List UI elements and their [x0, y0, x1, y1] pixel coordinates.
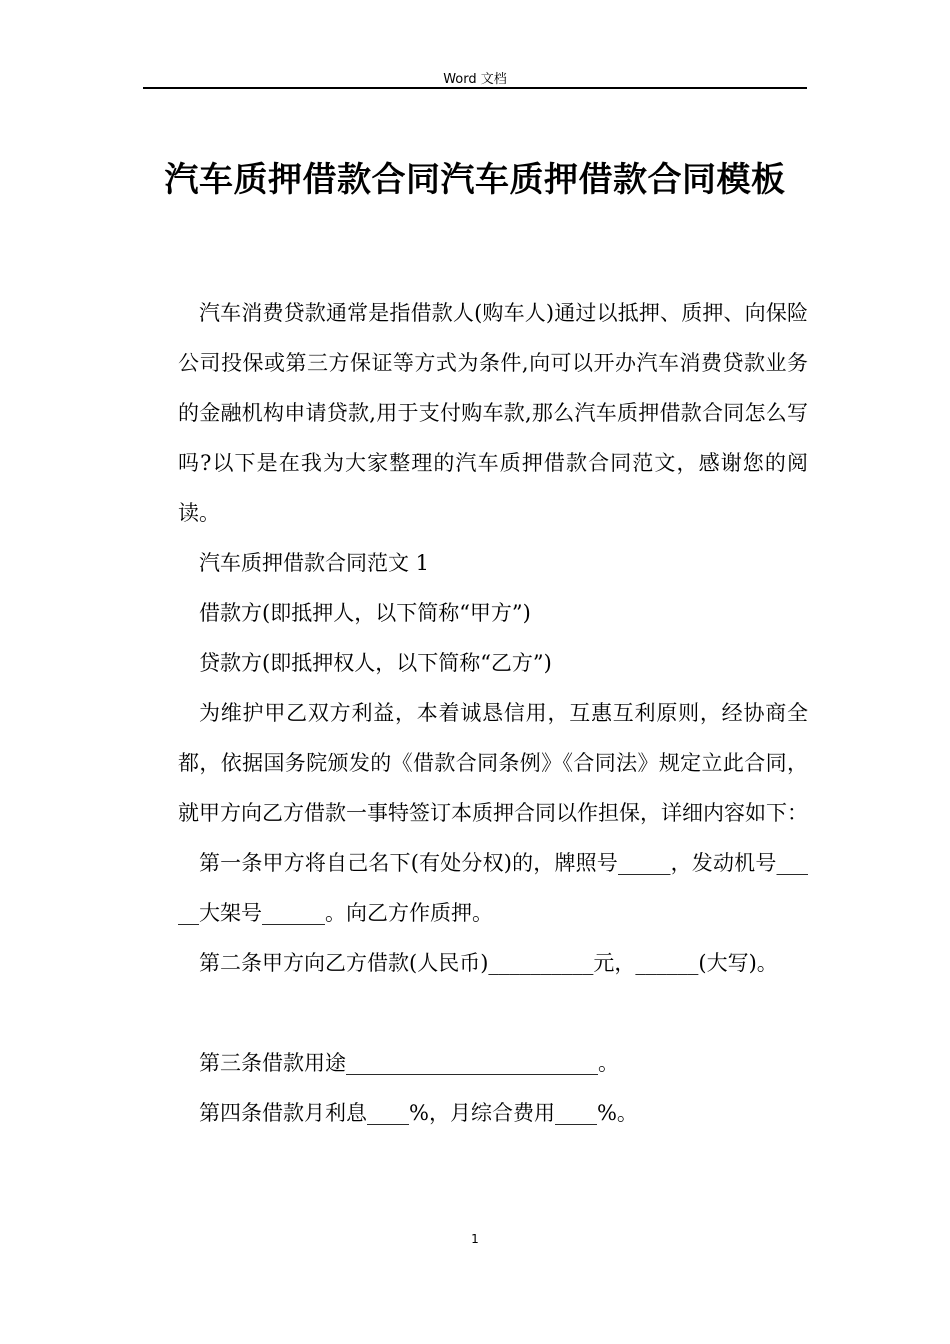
paragraph-sample-heading: 汽车质押借款合同范文 1 [199, 551, 430, 575]
header-rule [143, 87, 807, 89]
paragraph-article-2: 第二条甲方向乙方借款(人民币)__________元，______(大写)。 [199, 951, 778, 975]
paragraph-preamble: 为维护甲乙双方利益，本着诚恳信用，互惠互利原则，经协商全都，依据国务院颁发的《借款合同条例》《合同法》规定立此合同，就甲方向乙方借款一事特签订本质押合同以作担保，详细内容如下： [178, 701, 808, 825]
paragraph-lender: 贷款方(即抵押权人，以下简称“乙方”) [199, 651, 552, 675]
document-body [178, 288, 808, 1138]
blank-line [178, 988, 808, 1038]
paragraph-borrower: 借款方(即抵押人，以下简称“甲方”) [199, 601, 531, 625]
page-number: 1 [471, 1232, 479, 1246]
paragraph-article-3: 第三条借款用途________________________。 [199, 1051, 619, 1075]
document-title: 汽车质押借款合同汽车质押借款合同模板 [164, 160, 786, 200]
paragraph-intro: 汽车消费贷款通常是指借款人(购车人)通过以抵押、质押、向保险公司投保或第三方保证等方式为条件,向可以开办汽车消费贷款业务的金融机构申请贷款,用于支付购车款,那么汽车质押借款合同怎么写吗?以下是在我为大家整理的汽车质押借款合同范文，感谢您的阅读。 [178, 301, 808, 525]
paragraph-article-1: 第一条甲方将自己名下(有处分权)的，牌照号_____，发动机号_____大架号______。向乙方作质押。 [178, 851, 808, 925]
paragraph-article-4: 第四条借款月利息____%，月综合费用____%。 [199, 1101, 638, 1125]
header-label: Word 文档 [443, 72, 507, 87]
